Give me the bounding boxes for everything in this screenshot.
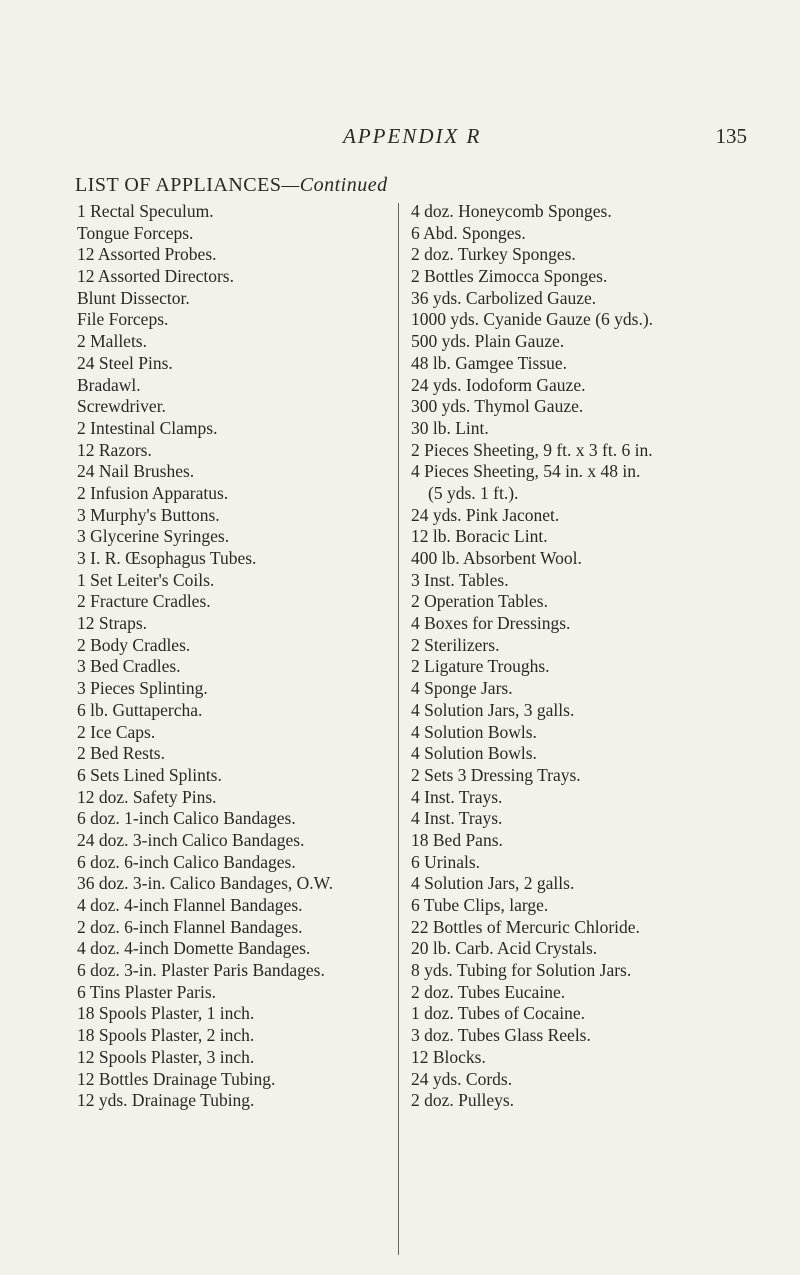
list-item: 6 doz. 3-in. Plaster Paris Bandages. bbox=[77, 960, 325, 981]
list-item: 6 Sets Lined Splints. bbox=[77, 764, 222, 785]
list-item: 3 Glycerine Syringes. bbox=[77, 526, 230, 547]
list-item: 48 lb. Gamgee Tissue. bbox=[411, 352, 568, 373]
page-number: 135 bbox=[715, 124, 747, 148]
list-item: 12 Blocks. bbox=[411, 1046, 486, 1067]
list-item: 2 doz. Turkey Sponges. bbox=[411, 244, 576, 265]
list-item: 18 Spools Plaster, 2 inch. bbox=[77, 1025, 255, 1046]
list-item: 22 Bottles of Mercuric Chloride. bbox=[411, 916, 640, 937]
left-column-list bbox=[77, 201, 397, 1112]
list-item: 30 lb. Lint. bbox=[411, 417, 489, 438]
list-item: 300 yds. Thymol Gauze. bbox=[411, 396, 584, 417]
list-item: 36 doz. 3-in. Calico Bandages, O.W. bbox=[77, 873, 333, 894]
list-item: 3 Bed Cradles. bbox=[77, 656, 181, 677]
list-item: 1000 yds. Cyanide Gauze (6 yds.). bbox=[411, 309, 654, 330]
list-item: Tongue Forceps. bbox=[77, 222, 194, 243]
list-item: 24 doz. 3-inch Calico Bandages. bbox=[77, 829, 305, 850]
list-item: (5 yds. 1 ft.). bbox=[428, 482, 519, 503]
list-item: 3 Inst. Tables. bbox=[411, 569, 509, 590]
list-item: 4 Sponge Jars. bbox=[411, 678, 513, 699]
list-item: 12 Bottles Drainage Tubing. bbox=[77, 1068, 276, 1089]
list-item: 2 Bottles Zimocca Sponges. bbox=[411, 266, 608, 287]
list-item: 3 I. R. Œsophagus Tubes. bbox=[77, 548, 257, 568]
list-item: 2 Mallets. bbox=[77, 331, 147, 352]
list-item: 4 Inst. Trays. bbox=[411, 808, 503, 829]
list-item: 12 Razors. bbox=[77, 439, 152, 460]
list-item: 12 Spools Plaster, 3 inch. bbox=[77, 1046, 255, 1067]
list-item: 1 Set Leiter's Coils. bbox=[77, 569, 215, 590]
list-item: 6 lb. Guttapercha. bbox=[77, 699, 203, 720]
list-item: 2 doz. Tubes Eucaine. bbox=[411, 981, 566, 1002]
list-item: 24 yds. Cords. bbox=[411, 1068, 513, 1089]
list-item: 36 yds. Carbolized Gauze. bbox=[411, 287, 597, 308]
list-item: Bradawl. bbox=[77, 374, 141, 395]
list-item: 2 Fracture Cradles. bbox=[77, 591, 211, 612]
list-item: 4 Solution Bowls. bbox=[411, 721, 537, 742]
list-item: 24 yds. Pink Jaconet. bbox=[411, 504, 560, 525]
list-item: 18 Bed Pans. bbox=[411, 829, 503, 850]
list-item: 6 doz. 6-inch Calico Bandages. bbox=[77, 851, 296, 872]
list-item: 3 doz. Tubes Glass Reels. bbox=[411, 1025, 591, 1046]
list-item: 2 Ice Caps. bbox=[77, 721, 156, 742]
running-title: APPENDIX R bbox=[343, 124, 482, 148]
list-item: 12 Straps. bbox=[77, 613, 147, 634]
list-item: 20 lb. Carb. Acid Crystals. bbox=[411, 938, 598, 959]
heading-continued: —Continued bbox=[281, 174, 388, 196]
list-item: 4 Inst. Trays. bbox=[411, 786, 503, 807]
list-item: 24 Steel Pins. bbox=[77, 352, 173, 373]
list-item: 4 doz. Honeycomb Sponges. bbox=[411, 201, 612, 221]
list-item: 18 Spools Plaster, 1 inch. bbox=[77, 1003, 255, 1024]
list-item: Screwdriver. bbox=[77, 396, 166, 417]
list-heading bbox=[75, 174, 388, 197]
list-item: 2 Bed Rests. bbox=[77, 743, 165, 764]
list-item: 2 Intestinal Clamps. bbox=[77, 417, 218, 438]
list-item: 3 Pieces Splinting. bbox=[77, 678, 208, 699]
list-item: 4 Solution Jars, 3 galls. bbox=[411, 699, 575, 720]
list-item: 4 Pieces Sheeting, 54 in. x 48 in. bbox=[411, 461, 641, 482]
list-item: 12 yds. Drainage Tubing. bbox=[77, 1090, 255, 1111]
right-column-list bbox=[411, 201, 791, 1112]
list-item: 12 doz. Safety Pins. bbox=[77, 786, 217, 807]
list-item: 8 yds. Tubing for Solution Jars. bbox=[411, 960, 632, 981]
list-item: 4 Solution Jars, 2 galls. bbox=[411, 873, 575, 894]
list-item: 2 Infusion Apparatus. bbox=[77, 482, 229, 503]
list-item: 12 Assorted Probes. bbox=[77, 244, 217, 265]
list-item: 12 lb. Boracic Lint. bbox=[411, 526, 548, 547]
list-item: 6 Abd. Sponges. bbox=[411, 222, 526, 243]
list-item: 2 doz. Pulleys. bbox=[411, 1090, 515, 1111]
list-item: 2 doz. 6-inch Flannel Bandages. bbox=[77, 916, 303, 937]
list-item: 24 yds. Iodoform Gauze. bbox=[411, 374, 586, 395]
list-item: 500 yds. Plain Gauze. bbox=[411, 331, 565, 352]
list-item: 6 Tins Plaster Paris. bbox=[77, 981, 217, 1002]
list-item: 4 doz. 4-inch Domette Bandages. bbox=[77, 938, 311, 959]
running-head bbox=[0, 124, 800, 154]
list-item: 2 Pieces Sheeting, 9 ft. x 3 ft. 6 in. bbox=[411, 439, 653, 460]
list-item: 1 doz. Tubes of Cocaine. bbox=[411, 1003, 586, 1024]
heading-main: LIST OF APPLIANCES bbox=[75, 174, 282, 196]
list-item: 400 lb. Absorbent Wool. bbox=[411, 548, 582, 568]
list-item: 12 Assorted Directors. bbox=[77, 266, 234, 287]
list-item: 1 Rectal Speculum. bbox=[77, 201, 214, 221]
list-item: 2 Operation Tables. bbox=[411, 591, 548, 612]
list-item: 4 doz. 4-inch Flannel Bandages. bbox=[77, 895, 303, 915]
list-item: Blunt Dissector. bbox=[77, 287, 190, 308]
list-item: 2 Body Cradles. bbox=[77, 634, 191, 655]
list-item: 6 Urinals. bbox=[411, 851, 481, 872]
list-item: 6 doz. 1-inch Calico Bandages. bbox=[77, 808, 296, 829]
list-item: 6 Tube Clips, large. bbox=[411, 895, 549, 915]
list-item: File Forceps. bbox=[77, 309, 169, 330]
list-item: 4 Solution Bowls. bbox=[411, 743, 537, 764]
list-item: 3 Murphy's Buttons. bbox=[77, 504, 220, 525]
list-item: 4 Boxes for Dressings. bbox=[411, 613, 571, 634]
list-item: 2 Ligature Troughs. bbox=[411, 656, 550, 677]
list-item: 2 Sets 3 Dressing Trays. bbox=[411, 764, 581, 785]
list-item: 24 Nail Brushes. bbox=[77, 461, 195, 482]
column-divider bbox=[398, 203, 399, 1255]
list-item: 2 Sterilizers. bbox=[411, 634, 500, 655]
